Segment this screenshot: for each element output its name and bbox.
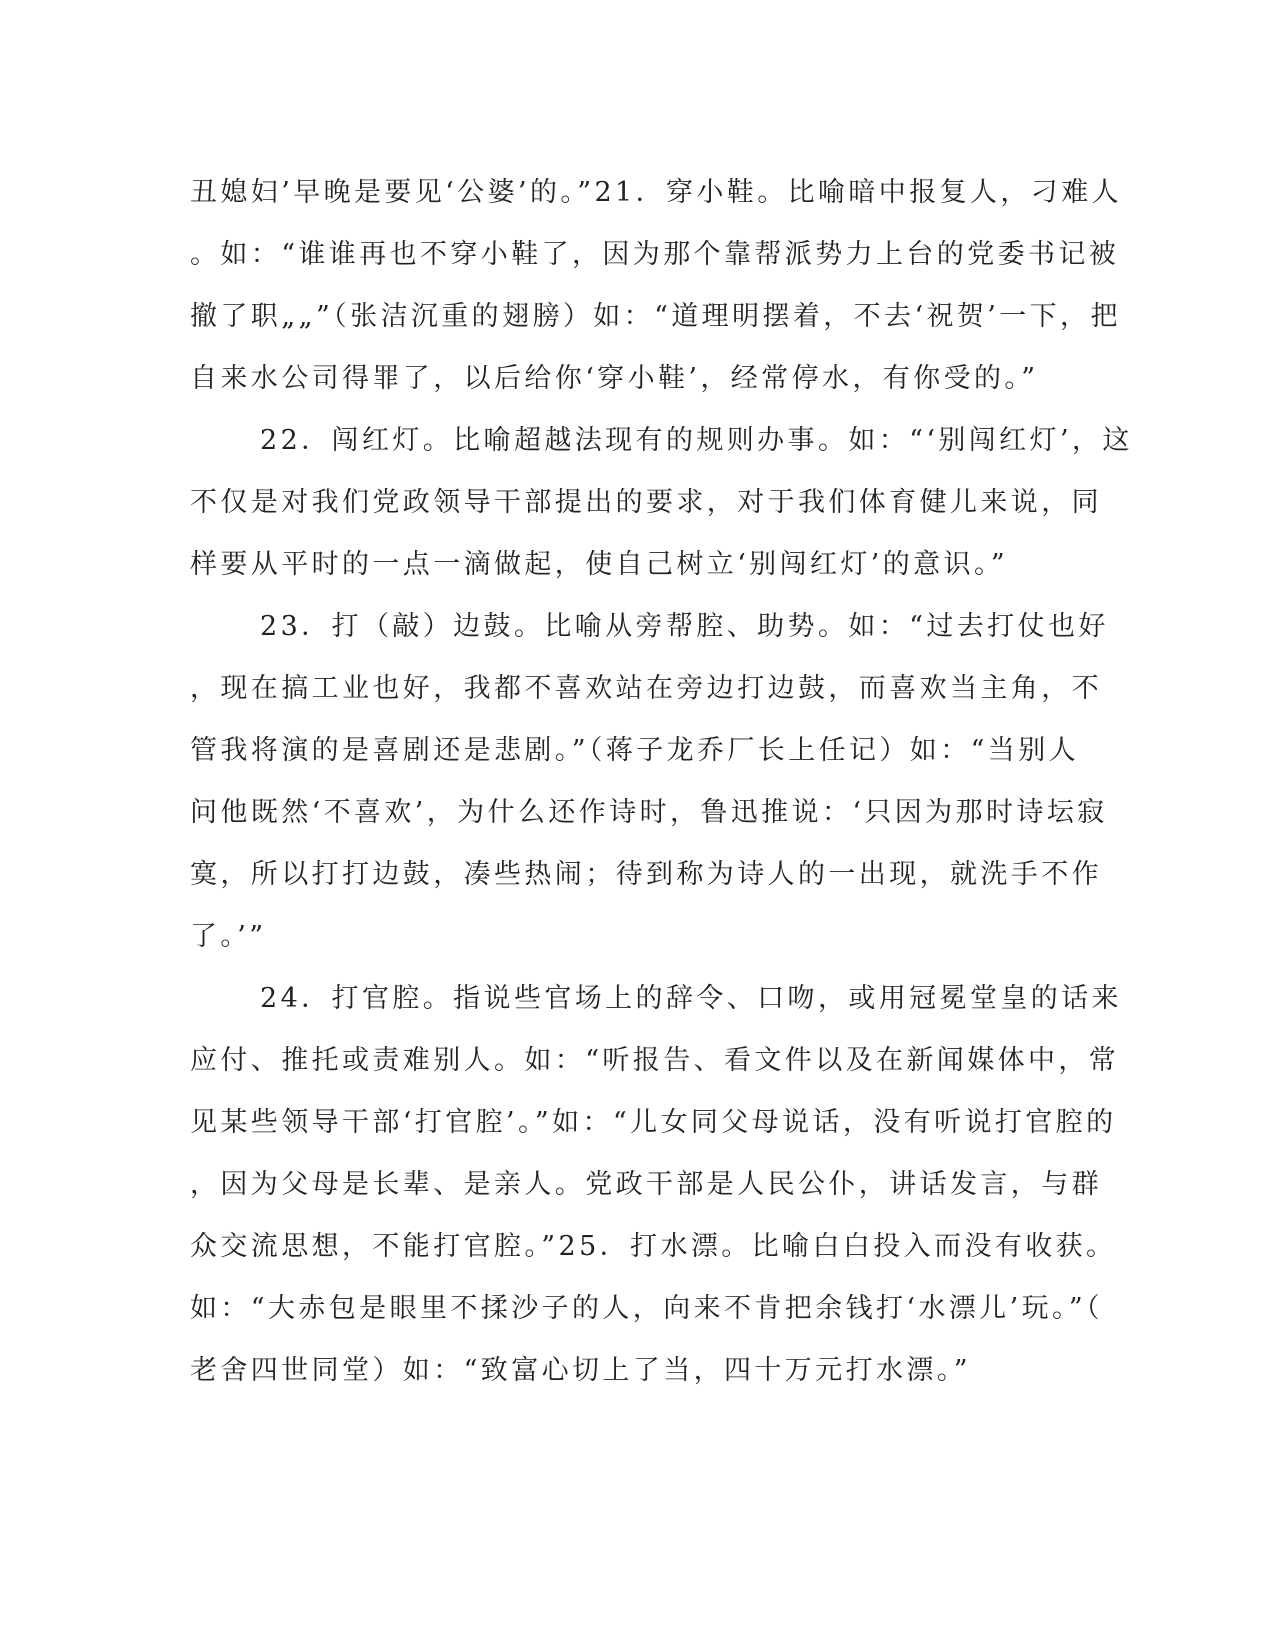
text-line: ，现在搞工业也好，我都不喜欢站在旁边打边鼓，而喜欢当主角，不 xyxy=(190,673,1102,704)
text-line: 不仅是对我们党政领导干部提出的要求，对于我们体育健儿来说，同 xyxy=(190,487,1102,518)
text-line: 了。’” xyxy=(190,921,267,952)
text-line: 问他既然‘不喜欢’，为什么还作诗时，鲁迅推说：‘只因为那时诗坛寂 xyxy=(190,797,1108,828)
paragraph-24 xyxy=(190,968,1122,1402)
text-line: 寞，所以打打边鼓，凑些热闹；待到称为诗人的一出现，就洗手不作 xyxy=(190,859,1102,890)
text-line: 见某些领导干部‘打官腔’。”如：“儿女同父母说话，没有听说打官腔的 xyxy=(190,1107,1117,1138)
text-line: 23．打（敲）边鼓。比喻从旁帮腔、助势。如：“过去打仗也好 xyxy=(260,611,1109,642)
text-line: 24．打官腔。指说些官场上的辞令、口吻，或用冠冕堂皇的话来 xyxy=(260,983,1122,1014)
text-line: 众交流思想，不能打官腔。”25．打水漂。比喻白白投入而没有收获。 xyxy=(190,1231,1117,1262)
text-line: 如：“大赤包是眼里不揉沙子的人，向来不肯把余钱打‘水漂儿’玩。”（ xyxy=(190,1293,1103,1324)
text-line: 应付、推托或责难别人。如：“听报告、看文件以及在新闻媒体中，常 xyxy=(190,1045,1120,1076)
text-line: 。如：“谁谁再也不穿小鞋了，因为那个靠帮派势力上台的党委书记被 xyxy=(190,239,1120,270)
text-line: 自来水公司得罪了，以后给你‘穿小鞋’，经常停水，有你受的。” xyxy=(190,363,1039,394)
text-line: 丑媳妇’早晚是要见‘公婆’的。”21．穿小鞋。比喻暗中报复人，刁难人 xyxy=(190,177,1123,208)
text-line: 22．闯红灯。比喻超越法现有的规则办事。如：“‘别闯红灯’，这 xyxy=(260,425,1133,456)
text-line: ，因为父母是长辈、是亲人。党政干部是人民公仆，讲话发言，与群 xyxy=(190,1169,1102,1200)
text-line: 样要从平时的一点一滴做起，使自己树立‘别闯红灯’的意识。” xyxy=(190,549,1009,580)
paragraph-22 xyxy=(190,410,1133,596)
text-line: 管我将演的是喜剧还是悲剧。”（蒋子龙乔厂长上任记）如：“当别人 xyxy=(190,735,1080,766)
body-text xyxy=(190,162,1133,1402)
text-line: 撤了职„„”（张洁沉重的翅膀）如：“道理明摆着，不去‘祝贺’一下，把 xyxy=(190,301,1121,332)
text-line: 老舍四世同堂）如：“致富心切上了当，四十万元打水漂。” xyxy=(190,1355,971,1386)
paragraph-23 xyxy=(190,596,1109,968)
paragraph-21 xyxy=(190,162,1123,410)
